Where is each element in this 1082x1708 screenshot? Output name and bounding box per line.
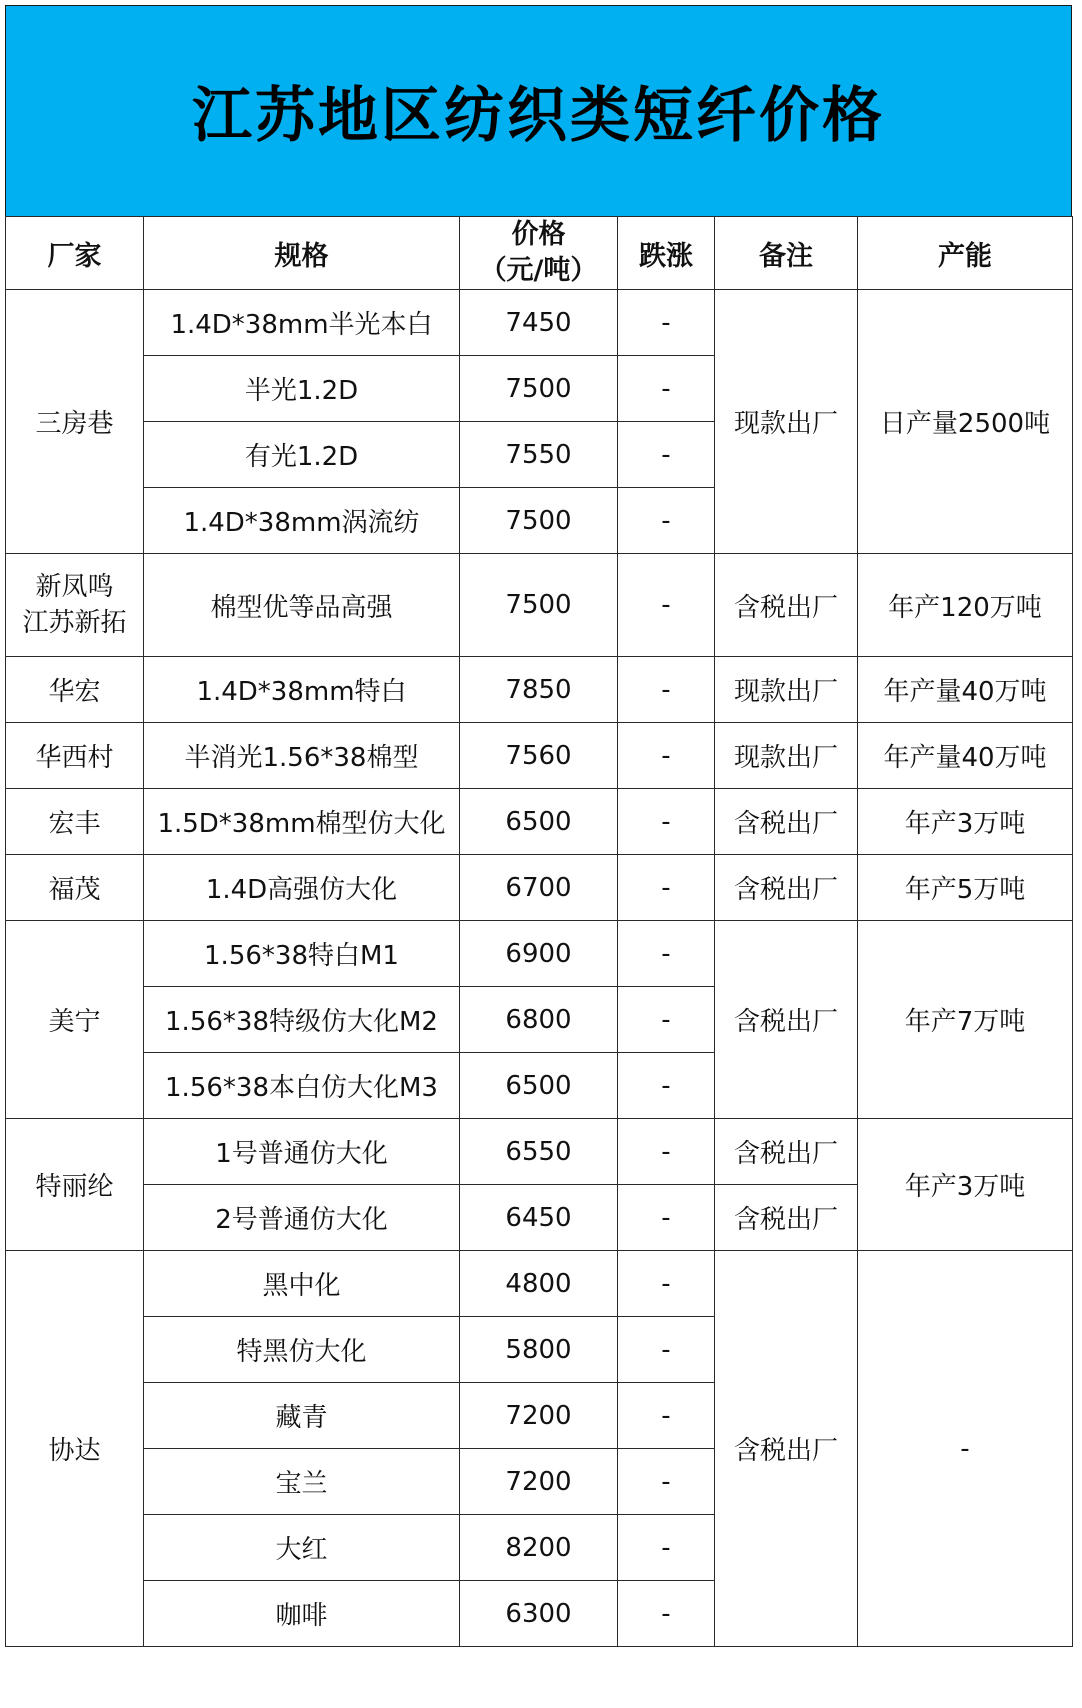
capacity-cell: 日产量2500吨 <box>858 290 1073 554</box>
factory-cell: 美宁 <box>6 921 144 1119</box>
change-cell: - <box>618 789 715 855</box>
change-cell: - <box>618 1515 715 1581</box>
spec-cell: 大红 <box>144 1515 460 1581</box>
change-cell: - <box>618 290 715 356</box>
change-cell: - <box>618 1383 715 1449</box>
capacity-cell: 年产120万吨 <box>858 554 1073 657</box>
change-cell: - <box>618 855 715 921</box>
capacity-cell: - <box>858 1251 1073 1647</box>
table-row <box>6 554 1073 657</box>
factory-cell: 华西村 <box>6 723 144 789</box>
note-cell: 含税出厂 <box>715 855 858 921</box>
factory-cell <box>6 554 144 657</box>
price-cell: 6500 <box>460 789 618 855</box>
table-row <box>6 855 1073 921</box>
change-cell: - <box>618 987 715 1053</box>
capacity-cell: 年产3万吨 <box>858 789 1073 855</box>
change-cell: - <box>618 657 715 723</box>
table-row <box>6 921 1073 987</box>
spec-cell: 宝兰 <box>144 1449 460 1515</box>
change-cell: - <box>618 1317 715 1383</box>
change-cell: - <box>618 1251 715 1317</box>
spec-cell: 2号普通仿大化 <box>144 1185 460 1251</box>
factory-name-line1: 新凤鸣 <box>35 572 114 602</box>
capacity-cell: 年产7万吨 <box>858 921 1073 1119</box>
price-cell: 7850 <box>460 657 618 723</box>
header-note: 备注 <box>715 217 858 290</box>
table-row <box>6 1251 1073 1317</box>
page-title: 江苏地区纺织类短纤价格 <box>192 81 885 151</box>
price-cell: 7500 <box>460 554 618 657</box>
note-cell: 含税出厂 <box>715 789 858 855</box>
spec-cell: 半光1.2D <box>144 356 460 422</box>
capacity-cell: 年产量40万吨 <box>858 723 1073 789</box>
spec-cell: 1.4D*38mm涡流纺 <box>144 488 460 554</box>
note-cell: 含税出厂 <box>715 1251 858 1647</box>
table-row <box>6 290 1073 356</box>
spec-cell: 1号普通仿大化 <box>144 1119 460 1185</box>
price-cell: 6900 <box>460 921 618 987</box>
note-cell: 含税出厂 <box>715 1185 858 1251</box>
change-cell: - <box>618 1449 715 1515</box>
spec-cell: 1.4D*38mm特白 <box>144 657 460 723</box>
spec-cell: 半消光1.56*38棉型 <box>144 723 460 789</box>
note-cell: 现款出厂 <box>715 657 858 723</box>
price-cell: 6500 <box>460 1053 618 1119</box>
price-cell: 7200 <box>460 1383 618 1449</box>
price-cell: 6450 <box>460 1185 618 1251</box>
price-cell: 6300 <box>460 1581 618 1647</box>
note-cell: 现款出厂 <box>715 723 858 789</box>
price-cell: 7450 <box>460 290 618 356</box>
change-cell: - <box>618 921 715 987</box>
factory-cell: 三房巷 <box>6 290 144 554</box>
header-capacity: 产能 <box>858 217 1073 290</box>
change-cell: - <box>618 356 715 422</box>
note-cell: 含税出厂 <box>715 1119 858 1185</box>
header-price-unit: （元/吨） <box>479 255 598 286</box>
change-cell: - <box>618 1119 715 1185</box>
spec-cell: 特黑仿大化 <box>144 1317 460 1383</box>
spec-cell: 藏青 <box>144 1383 460 1449</box>
table-row <box>6 657 1073 723</box>
table-row <box>6 723 1073 789</box>
factory-cell: 福茂 <box>6 855 144 921</box>
price-cell: 7550 <box>460 422 618 488</box>
price-cell: 7200 <box>460 1449 618 1515</box>
spec-cell: 黑中化 <box>144 1251 460 1317</box>
note-cell: 含税出厂 <box>715 921 858 1119</box>
change-cell: - <box>618 1581 715 1647</box>
spec-cell: 1.56*38本白仿大化M3 <box>144 1053 460 1119</box>
capacity-cell: 年产3万吨 <box>858 1119 1073 1251</box>
header-price <box>460 217 618 290</box>
spec-cell: 1.56*38特级仿大化M2 <box>144 987 460 1053</box>
note-cell: 含税出厂 <box>715 554 858 657</box>
change-cell: - <box>618 723 715 789</box>
spec-cell: 有光1.2D <box>144 422 460 488</box>
change-cell: - <box>618 1185 715 1251</box>
change-cell: - <box>618 422 715 488</box>
spec-cell: 1.4D高强仿大化 <box>144 855 460 921</box>
header-row <box>6 217 1073 290</box>
price-cell: 7500 <box>460 488 618 554</box>
table-row <box>6 1119 1073 1185</box>
change-cell: - <box>618 554 715 657</box>
price-cell: 7500 <box>460 356 618 422</box>
factory-cell: 特丽纶 <box>6 1119 144 1251</box>
table-row <box>6 789 1073 855</box>
note-cell: 现款出厂 <box>715 290 858 554</box>
factory-cell: 华宏 <box>6 657 144 723</box>
price-table <box>5 216 1073 1647</box>
price-cell: 5800 <box>460 1317 618 1383</box>
capacity-cell: 年产量40万吨 <box>858 657 1073 723</box>
spec-cell: 1.5D*38mm棉型仿大化 <box>144 789 460 855</box>
spec-cell: 咖啡 <box>144 1581 460 1647</box>
price-sheet <box>5 5 1072 1647</box>
spec-cell: 棉型优等品高强 <box>144 554 460 657</box>
factory-cell: 宏丰 <box>6 789 144 855</box>
price-cell: 6700 <box>460 855 618 921</box>
header-factory: 厂家 <box>6 217 144 290</box>
title-bar <box>5 5 1072 216</box>
price-cell: 8200 <box>460 1515 618 1581</box>
factory-name-line2: 江苏新拓 <box>22 608 127 638</box>
header-spec: 规格 <box>144 217 460 290</box>
change-cell: - <box>618 1053 715 1119</box>
spec-cell: 1.4D*38mm半光本白 <box>144 290 460 356</box>
capacity-cell: 年产5万吨 <box>858 855 1073 921</box>
spec-cell: 1.56*38特白M1 <box>144 921 460 987</box>
factory-cell: 协达 <box>6 1251 144 1647</box>
price-cell: 4800 <box>460 1251 618 1317</box>
header-price-label: 价格 <box>511 219 566 250</box>
price-cell: 6550 <box>460 1119 618 1185</box>
change-cell: - <box>618 488 715 554</box>
header-change: 跌涨 <box>618 217 715 290</box>
price-cell: 6800 <box>460 987 618 1053</box>
price-cell: 7560 <box>460 723 618 789</box>
